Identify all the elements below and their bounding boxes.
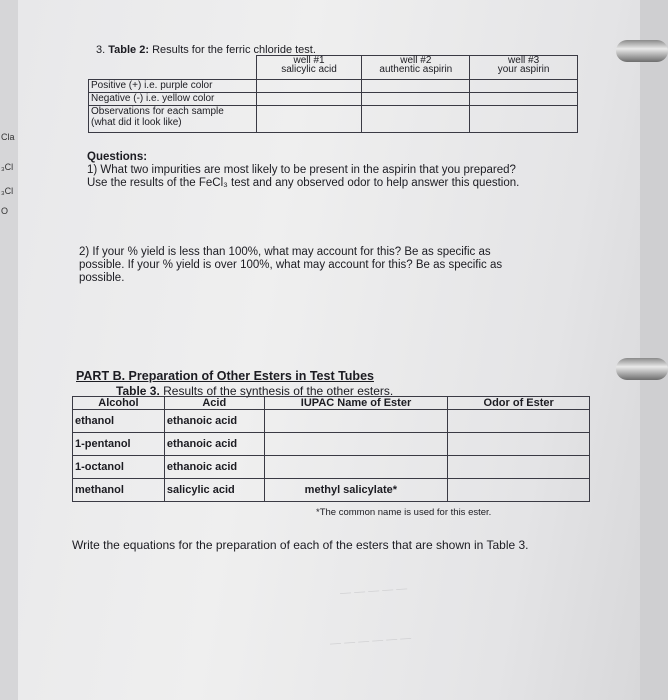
margin-fragment: ₃Cl bbox=[1, 186, 14, 196]
acid-cell: ethanoic acid bbox=[164, 456, 264, 479]
table-cell[interactable] bbox=[256, 80, 362, 93]
table-cell[interactable] bbox=[470, 93, 578, 106]
row-label: Positive (+) i.e. purple color bbox=[89, 80, 257, 93]
table3-caption: Table 3. Results of the synthesis of the other esters. bbox=[116, 384, 394, 398]
alcohol-cell: 1-pentanol bbox=[73, 433, 165, 456]
iupac-cell[interactable] bbox=[264, 410, 448, 433]
bleed-through-text: — — — — — bbox=[339, 582, 408, 600]
instruction-text: Write the equations for the preparation of each of the esters that are shown in Table 3. bbox=[72, 538, 529, 552]
table3 bbox=[72, 396, 590, 502]
odor-cell[interactable] bbox=[448, 433, 590, 456]
row-label: Observations for each sample (what did it look like) bbox=[89, 106, 257, 133]
table3-footnote: *The common name is used for this ester. bbox=[316, 507, 492, 518]
question-2-block bbox=[79, 246, 502, 285]
questions-title: Questions: bbox=[87, 151, 148, 163]
question-1-cont: Use the results of the FeCl₃ test and any observed odor to help answer this question. bbox=[87, 177, 520, 189]
binder-spine bbox=[640, 0, 668, 700]
alcohol-cell: ethanol bbox=[73, 410, 165, 433]
table-cell[interactable] bbox=[362, 80, 470, 93]
binder-ring bbox=[616, 358, 668, 380]
table-cell[interactable] bbox=[256, 106, 362, 133]
alcohol-cell: 1-octanol bbox=[73, 456, 165, 479]
column-header: well #1 salicylic acid bbox=[256, 56, 362, 80]
partb-title: PART B. Preparation of Other Esters in Test Tubes bbox=[76, 369, 374, 383]
column-header: well #2 authentic aspirin bbox=[362, 56, 470, 80]
table-cell[interactable] bbox=[256, 93, 362, 106]
column-header: Alcohol bbox=[73, 397, 165, 410]
odor-cell[interactable] bbox=[448, 479, 590, 502]
margin-fragment: O bbox=[1, 206, 9, 216]
column-header: well #3 your aspirin bbox=[470, 56, 578, 80]
binder-ring bbox=[616, 40, 668, 62]
question-2: 2) If your % yield is less than 100%, what may account for this? Be as specific as bbox=[79, 246, 491, 258]
question-1: 1) What two impurities are most likely to be present in the aspirin that you prepared? bbox=[87, 164, 516, 176]
question-2-cont: possible. bbox=[79, 272, 125, 284]
iupac-cell[interactable] bbox=[264, 433, 448, 456]
question-2-cont: possible. If your % yield is over 100%, what may account for this? Be as specific as bbox=[79, 259, 503, 271]
margin-fragment: Cla bbox=[1, 132, 15, 142]
alcohol-cell: methanol bbox=[73, 479, 165, 502]
acid-cell: ethanoic acid bbox=[164, 410, 264, 433]
table2 bbox=[88, 55, 578, 133]
table-cell[interactable] bbox=[362, 106, 470, 133]
acid-cell: salicylic acid bbox=[164, 479, 264, 502]
iupac-cell[interactable] bbox=[264, 456, 448, 479]
acid-cell: ethanoic acid bbox=[164, 433, 264, 456]
table-cell[interactable] bbox=[362, 93, 470, 106]
table-cell[interactable] bbox=[470, 80, 578, 93]
column-header: Acid bbox=[164, 397, 264, 410]
odor-cell[interactable] bbox=[448, 410, 590, 433]
adjacent-page-edge bbox=[0, 0, 18, 700]
odor-cell[interactable] bbox=[448, 456, 590, 479]
column-header: Odor of Ester bbox=[448, 397, 590, 410]
bleed-through-text: — — — — — — bbox=[329, 632, 412, 650]
iupac-cell[interactable]: methyl salicylate* bbox=[264, 479, 448, 502]
questions-block bbox=[87, 151, 519, 190]
row-label: Negative (-) i.e. yellow color bbox=[89, 93, 257, 106]
margin-fragment: ₃Cl bbox=[1, 162, 14, 172]
column-header: IUPAC Name of Ester bbox=[264, 397, 448, 410]
table2-heading: 3. Table 2: Results for the ferric chloride test. bbox=[96, 44, 316, 56]
table-cell[interactable] bbox=[470, 106, 578, 133]
